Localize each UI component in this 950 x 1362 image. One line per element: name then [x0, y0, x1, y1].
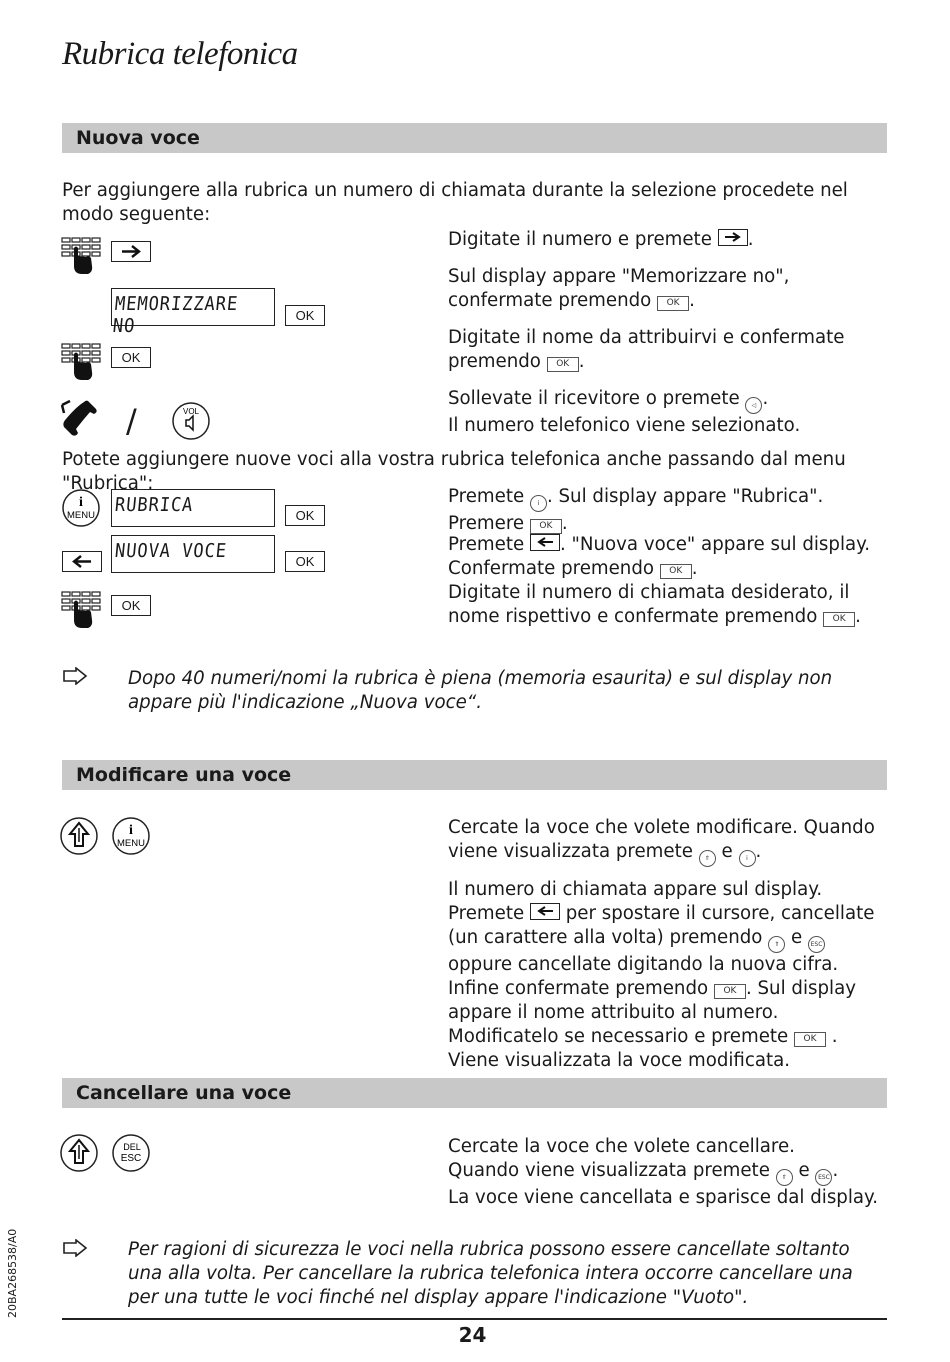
menu-key-icon: i	[530, 495, 547, 512]
step-3: Digitate il nome da attribuirvi e confermate premendo OK .	[448, 327, 845, 372]
ok-key-icon: OK	[794, 1032, 826, 1047]
section-heading-cancellare	[62, 1078, 887, 1108]
page-number: 24	[458, 1323, 487, 1347]
back-arrow-key-icon	[62, 551, 102, 572]
lcd-display-memorizzare	[111, 288, 275, 337]
up-arrow-key-icon: ⇑	[699, 850, 716, 867]
ok-key-icon: OK	[530, 519, 562, 534]
alt-intro-paragraph: Potete aggiungere nuove voci alla vostra rubrica telefonica anche passando dal menu "Rubrica":	[62, 449, 846, 494]
keypad-hand-icon	[60, 342, 102, 382]
handset-icon	[60, 399, 100, 439]
forward-arrow-key-icon	[111, 241, 151, 262]
note-hand-icon	[62, 667, 88, 685]
intro-paragraph: Per aggiungere alla rubrica un numero di chiamata durante la selezione procedete nel modo seguente:	[62, 180, 848, 225]
alt-step-2: Premete . "Nuova voce" appare sul display. Confermate premendo OK .	[448, 534, 871, 579]
ok-key-icon: OK	[285, 305, 325, 326]
svg-text:DEL: DEL	[123, 1142, 141, 1152]
ok-key-icon: OK	[657, 296, 689, 311]
page-title: Rubrica telefonica	[62, 36, 298, 72]
ok-key-icon: OK	[111, 595, 151, 616]
step-2: Sul display appare "Memorizzare no", confermate premendo OK .	[448, 266, 790, 311]
ok-key-icon: OK	[660, 564, 692, 579]
speaker-vol-key-icon	[172, 401, 212, 441]
note-memory-full: Dopo 40 numeri/nomi la rubrica è piena (memoria esaurita) e sul display non appare più l'indicazione „Nuova voce“.	[128, 668, 833, 713]
lcd-text: NUOVA VOCE	[113, 540, 228, 562]
svg-text:VOL: VOL	[182, 407, 200, 416]
modify-paragraph-2: Il numero di chiamata appare sul display. Premete per spostare il cursore, cancellate (un carattere alla volta) premendo ⇑ e ESC oppure cancellate digitando la nuova cifra. Infine confermate premendo OK . Sul display appare il nome attribuito al numero. Modificatelo se necessario e premete OK . Viene visualizzata la voce modificata.	[448, 879, 875, 1071]
ok-key-icon: OK	[823, 612, 855, 627]
back-arrow-key-icon	[530, 534, 560, 551]
section-heading-nuova-voce	[62, 123, 887, 153]
section-heading-label: Modificare una voce	[76, 764, 292, 786]
alt-step-3: Digitate il numero di chiamata desiderato, il nome rispettivo e confermate premendo OK .	[448, 582, 861, 627]
del-esc-key-icon	[110, 1133, 152, 1173]
note-hand-icon	[62, 1239, 88, 1257]
keypad-hand-icon	[60, 236, 102, 276]
or-slash: /	[126, 402, 137, 440]
document-code: 20BA268538/A0	[6, 1228, 19, 1318]
alt-step-1: Premete i . Sul display appare "Rubrica". Premere OK .	[448, 486, 824, 534]
modify-paragraph-1: Cercate la voce che volete modificare. Quando viene visualizzata premete ⇑ e i .	[448, 816, 888, 867]
up-arrow-key-icon	[60, 816, 100, 856]
ok-key-icon: OK	[285, 551, 325, 572]
back-arrow-key-icon	[530, 903, 560, 920]
svg-text:ESC: ESC	[120, 1153, 142, 1164]
section-heading-label: Cancellare una voce	[76, 1082, 292, 1104]
up-arrow-key-icon: ⇑	[776, 1169, 793, 1186]
step-4: Sollevate il ricevitore o premete ◁ . Il numero telefonico viene selezionato.	[448, 388, 801, 436]
section-heading-modificare	[62, 760, 887, 790]
up-arrow-key-icon	[60, 1133, 100, 1173]
menu-key-icon	[110, 816, 152, 856]
svg-text:MENU: MENU	[67, 510, 95, 521]
ok-key-icon: OK	[285, 505, 325, 526]
svg-text:i: i	[79, 495, 83, 510]
section-heading-label: Nuova voce	[76, 127, 200, 149]
menu-key-icon: i	[739, 850, 756, 867]
svg-text:i: i	[129, 823, 133, 838]
note-security: Per ragioni di sicurezza le voci nella rubrica possono essere cancellate soltanto una alla volta. Per cancellare la rubrica telefonica intera occorre cancellare una per una tutte le voci finché nel display appare l'indicazione "Vuoto".	[128, 1239, 853, 1308]
lcd-text: RUBRICA	[113, 494, 195, 516]
delete-paragraph: Cercate la voce che volete cancellare. Quando viene visualizzata premete ⇑ e ESC . La voce viene cancellata e sparisce dal display.	[448, 1136, 878, 1208]
speaker-key-icon: ◁	[745, 397, 762, 414]
svg-text:MENU: MENU	[117, 838, 145, 849]
lcd-text: MEMORIZZARE NO	[111, 293, 240, 337]
ok-key-icon: OK	[547, 357, 579, 372]
step-1: Digitate il numero e premete .	[448, 229, 754, 250]
ok-key-icon: OK	[714, 984, 746, 999]
menu-key-icon	[60, 488, 102, 528]
footer-rule	[62, 1318, 887, 1320]
keypad-hand-icon	[60, 590, 102, 630]
forward-arrow-key-icon	[718, 229, 748, 246]
del-esc-key-icon: ESC	[808, 936, 825, 953]
up-arrow-key-icon: ⇑	[768, 936, 785, 953]
ok-key-icon: OK	[111, 347, 151, 368]
del-esc-key-icon: ESC	[815, 1169, 832, 1186]
lcd-display-rubrica	[111, 489, 275, 527]
lcd-display-nuova-voce	[111, 535, 275, 573]
